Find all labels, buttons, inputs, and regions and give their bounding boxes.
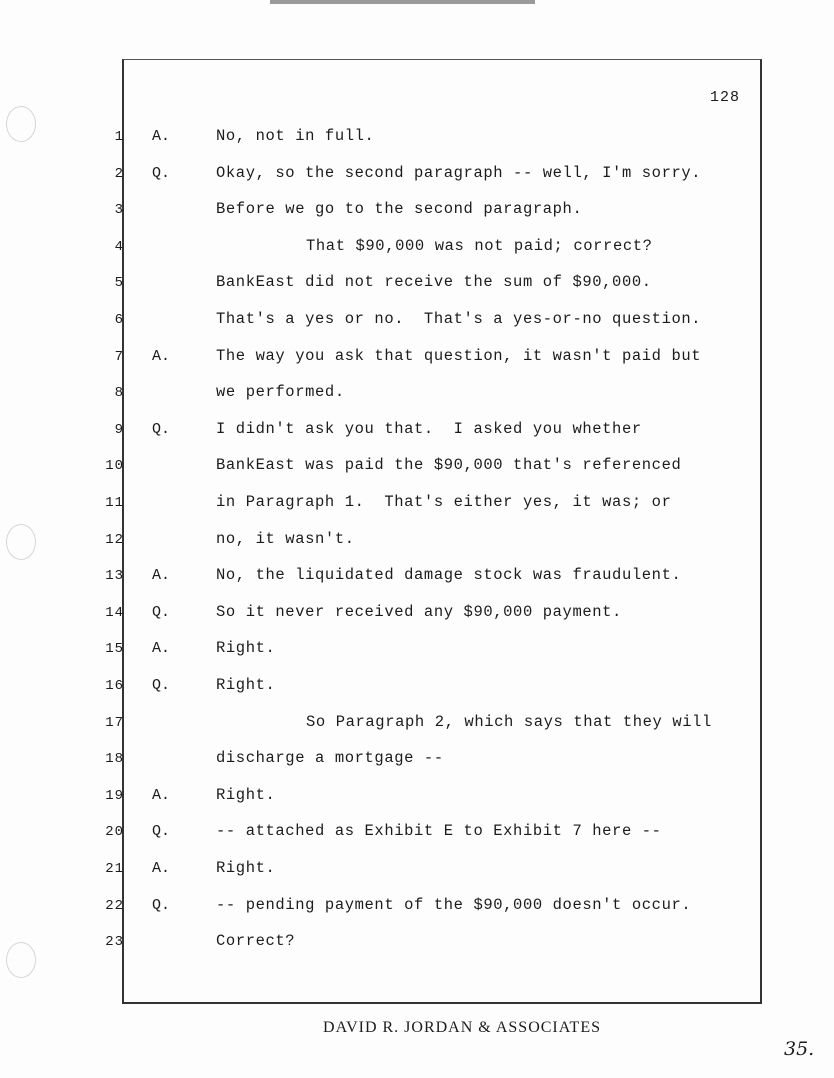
- line-text: No, not in full.: [216, 127, 375, 145]
- line-number: 16: [105, 678, 124, 694]
- line-text: -- attached as Exhibit E to Exhibit 7 here --: [216, 822, 662, 841]
- line-number: 13: [105, 568, 124, 585]
- transcript-line: [90, 309, 770, 333]
- line-text: in Paragraph 1. That's either yes, it was; or: [216, 493, 672, 511]
- transcript-line: [90, 419, 770, 443]
- reporter-footer: DAVID R. JORDAN & ASSOCIATES: [323, 1019, 601, 1036]
- line-number: 2: [114, 165, 124, 182]
- line-number: 17: [105, 714, 124, 731]
- line-number: 10: [105, 458, 124, 475]
- line-number: 11: [105, 495, 124, 511]
- line-number: 21: [105, 861, 124, 877]
- transcript-line: [90, 492, 770, 516]
- transcript-line: [90, 163, 770, 187]
- transcript-line: [90, 199, 770, 223]
- speaker-label: A.: [152, 128, 171, 145]
- line-number: 22: [105, 897, 124, 914]
- binder-hole-mark: [6, 106, 36, 142]
- line-text: The way you ask that question, it wasn't paid but: [216, 346, 702, 365]
- transcript-line: [90, 858, 770, 882]
- line-text: discharge a mortgage --: [216, 749, 444, 768]
- line-text: Right.: [216, 859, 276, 877]
- line-number: 4: [114, 238, 124, 255]
- speaker-label: Q.: [152, 603, 171, 621]
- transcript-line: [90, 931, 770, 955]
- line-number: 3: [114, 202, 124, 219]
- line-number: 1: [114, 129, 124, 145]
- transcript-line: [90, 565, 770, 589]
- speaker-label: A.: [152, 567, 171, 585]
- page-number: 128: [709, 89, 740, 106]
- line-text: Correct?: [216, 932, 296, 951]
- transcript-line: [90, 602, 770, 626]
- transcript-line: [90, 821, 770, 845]
- transcript-line: [90, 638, 770, 662]
- speaker-label: A.: [152, 860, 171, 877]
- line-text: Right.: [216, 785, 276, 804]
- transcript-line: [90, 455, 770, 479]
- line-number: 23: [105, 934, 124, 951]
- line-number: 7: [114, 348, 124, 365]
- transcript-line: [90, 895, 770, 919]
- line-number: 15: [105, 641, 124, 658]
- speaker-label: A.: [152, 347, 171, 365]
- speaker-label: Q.: [152, 420, 171, 438]
- speaker-label: A.: [152, 640, 171, 658]
- transcript-line: [90, 712, 770, 736]
- binder-hole-mark: [6, 942, 36, 978]
- line-number: 12: [105, 531, 124, 548]
- transcript-line: [90, 236, 770, 260]
- top-edge-line: [270, 0, 535, 4]
- line-text: Okay, so the second paragraph -- well, I'm sorry.: [216, 163, 702, 182]
- transcript-line: [90, 126, 770, 150]
- speaker-label: A.: [152, 786, 171, 804]
- line-text: Right.: [216, 676, 276, 694]
- transcript-line: [90, 346, 770, 370]
- transcript-line: [90, 748, 770, 772]
- binder-hole-mark: [6, 524, 36, 560]
- line-text: No, the liquidated damage stock was fraudulent.: [216, 566, 682, 585]
- line-text: -- pending payment of the $90,000 doesn't occur.: [216, 895, 692, 914]
- speaker-label: Q.: [152, 677, 171, 694]
- line-text: no, it wasn't.: [216, 529, 355, 548]
- line-text: we performed.: [216, 383, 345, 402]
- line-text: So Paragraph 2, which says that they will: [306, 712, 712, 731]
- speaker-label: Q.: [152, 896, 171, 914]
- speaker-label: Q.: [152, 823, 171, 841]
- line-text: BankEast was paid the $90,000 that's referenced: [216, 456, 682, 475]
- transcript-line: [90, 785, 770, 809]
- line-text: That $90,000 was not paid; correct?: [306, 236, 653, 255]
- handwritten-page-mark: 35.: [784, 1038, 815, 1060]
- line-number: 8: [114, 385, 124, 402]
- line-number: 14: [105, 604, 124, 621]
- line-number: 20: [105, 824, 124, 841]
- line-text: So it never received any $90,000 payment.: [216, 602, 622, 621]
- speaker-label: Q.: [152, 164, 171, 182]
- line-text: I didn't ask you that. I asked you whether: [216, 419, 642, 438]
- transcript-line: [90, 272, 770, 296]
- line-number: 6: [114, 312, 124, 328]
- transcript-line: [90, 382, 770, 406]
- line-text: Before we go to the second paragraph.: [216, 200, 583, 219]
- line-number: 19: [105, 787, 124, 804]
- line-number: 9: [114, 421, 124, 438]
- line-text: That's a yes or no. That's a yes-or-no question.: [216, 310, 702, 328]
- line-number: 5: [114, 275, 124, 292]
- line-text: BankEast did not receive the sum of $90,000.: [216, 273, 652, 292]
- line-number: 18: [105, 751, 124, 768]
- transcript-line: [90, 675, 770, 699]
- line-text: Right.: [216, 639, 276, 658]
- transcript-line: [90, 529, 770, 553]
